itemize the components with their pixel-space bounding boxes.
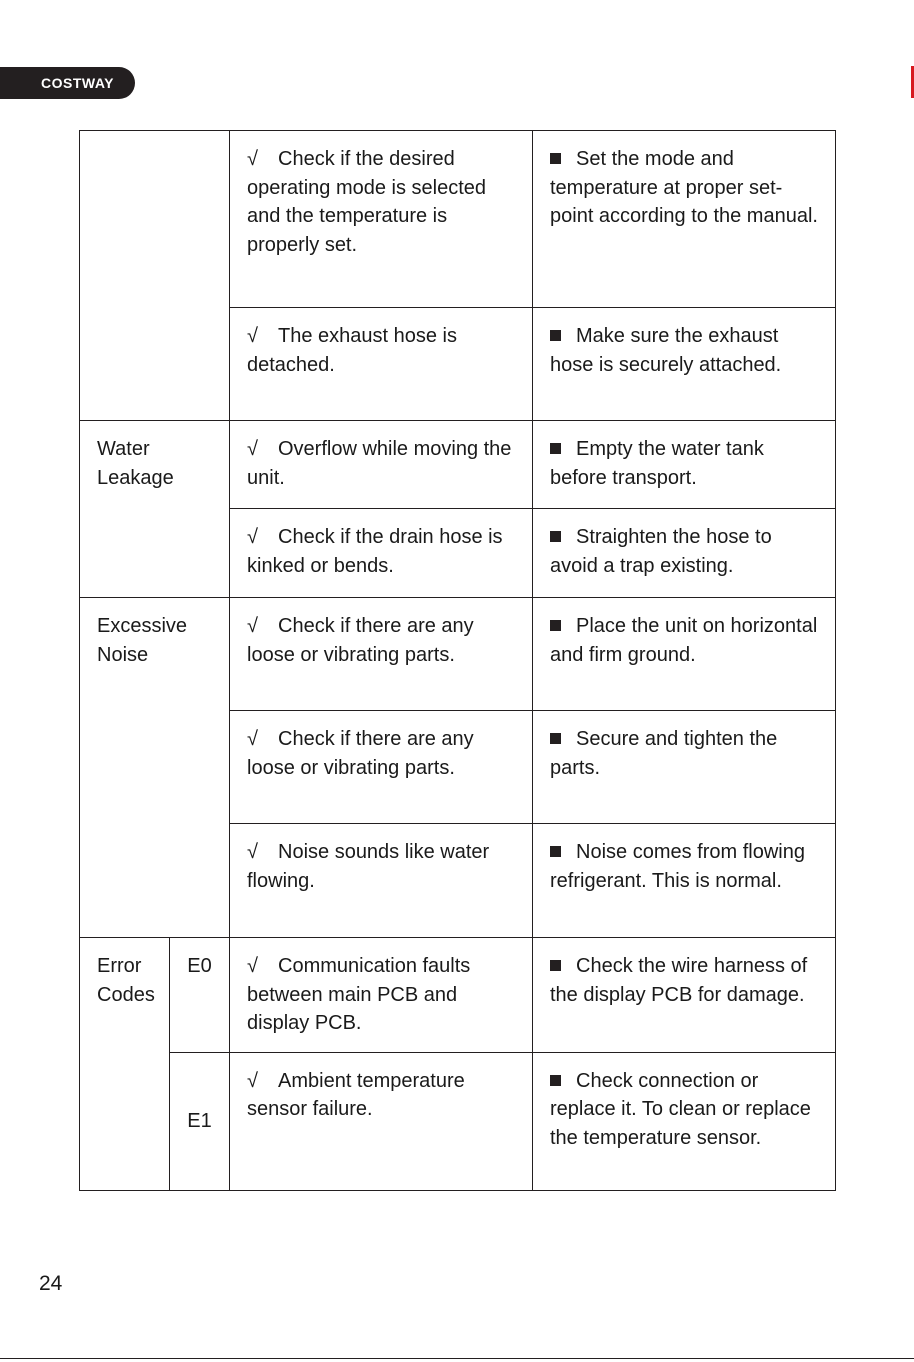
square-bullet-icon	[550, 846, 561, 857]
solution-cell	[533, 711, 836, 824]
check-mark-icon: √	[247, 841, 258, 863]
cause-cell	[230, 131, 533, 308]
square-bullet-icon	[550, 1075, 561, 1086]
square-bullet-icon	[550, 960, 561, 971]
check-mark-icon: √	[247, 438, 258, 460]
solution-cell	[533, 938, 836, 1053]
page-number: 24	[39, 1272, 63, 1295]
square-bullet-icon	[550, 330, 561, 341]
cause-cell	[230, 509, 533, 598]
solution-text: Place the unit on horizontal and firm ground.	[550, 615, 818, 666]
square-bullet-icon	[550, 443, 561, 454]
cause-cell	[230, 598, 533, 711]
problem-cell: Water Leakage	[80, 421, 230, 598]
table-row	[80, 1052, 836, 1190]
bottom-divider	[0, 1358, 914, 1359]
cause-cell	[230, 421, 533, 509]
square-bullet-icon	[550, 733, 561, 744]
cause-cell	[230, 824, 533, 938]
solution-text: Check connection or replace it. To clean or replace the temperature sensor.	[550, 1069, 811, 1149]
check-mark-icon: √	[247, 526, 258, 548]
table-row	[80, 131, 836, 308]
cause-text: Check if the desired operating mode is selected and the temperature is properly set.	[247, 148, 487, 256]
cause-text: Ambient temperature sensor failure.	[247, 1069, 465, 1120]
check-mark-icon: √	[247, 325, 258, 347]
problem-cell: Error Codes	[80, 938, 170, 1191]
square-bullet-icon	[550, 531, 561, 542]
cause-cell	[230, 938, 533, 1053]
check-mark-icon: √	[247, 148, 258, 170]
cause-cell	[230, 711, 533, 824]
cause-text: Overflow while moving the unit.	[247, 438, 512, 489]
solution-text: Noise comes from flowing refrigerant. This is normal.	[550, 841, 805, 892]
solution-text: Make sure the exhaust hose is securely attached.	[550, 325, 782, 376]
check-mark-icon: √	[247, 955, 258, 977]
problem-cell: Excessive Noise	[80, 598, 230, 938]
solution-cell	[533, 824, 836, 938]
error-code-cell: E1	[170, 1052, 230, 1190]
cause-cell	[230, 1052, 533, 1190]
troubleshooting-table	[79, 130, 836, 1191]
solution-cell	[533, 131, 836, 308]
solution-text: Secure and tighten the parts.	[550, 728, 778, 779]
brand-logo	[0, 67, 135, 99]
check-mark-icon: √	[247, 615, 258, 637]
solution-cell	[533, 598, 836, 711]
solution-text: Set the mode and temperature at proper set-point according to the manual.	[550, 148, 818, 227]
brand-name: COSTWAY	[41, 75, 114, 91]
check-mark-icon: √	[247, 728, 258, 750]
square-bullet-icon	[550, 153, 561, 164]
problem-cell	[80, 131, 230, 421]
solution-text: Check the wire harness of the display PCB for damage.	[550, 955, 808, 1006]
error-code-cell: E0	[170, 938, 230, 1053]
solution-text: Straighten the hose to avoid a trap existing.	[550, 526, 772, 577]
cause-text: Noise sounds like water flowing.	[247, 841, 490, 892]
cause-text: Communication faults between main PCB and display PCB.	[247, 955, 471, 1034]
check-mark-icon: √	[247, 1069, 258, 1092]
cause-text: The exhaust hose is detached.	[247, 325, 457, 376]
cause-cell	[230, 308, 533, 421]
solution-cell	[533, 1052, 836, 1190]
solution-text: Empty the water tank before transport.	[550, 438, 764, 489]
solution-cell	[533, 308, 836, 421]
cause-text: Check if there are any loose or vibrating parts.	[247, 615, 474, 666]
cause-text: Check if the drain hose is kinked or bends.	[247, 526, 503, 577]
square-bullet-icon	[550, 620, 561, 631]
table-row	[80, 938, 836, 1053]
solution-cell	[533, 421, 836, 509]
table-row	[80, 421, 836, 509]
cause-text: Check if there are any loose or vibrating parts.	[247, 728, 474, 779]
table-row	[80, 598, 836, 711]
solution-cell	[533, 509, 836, 598]
